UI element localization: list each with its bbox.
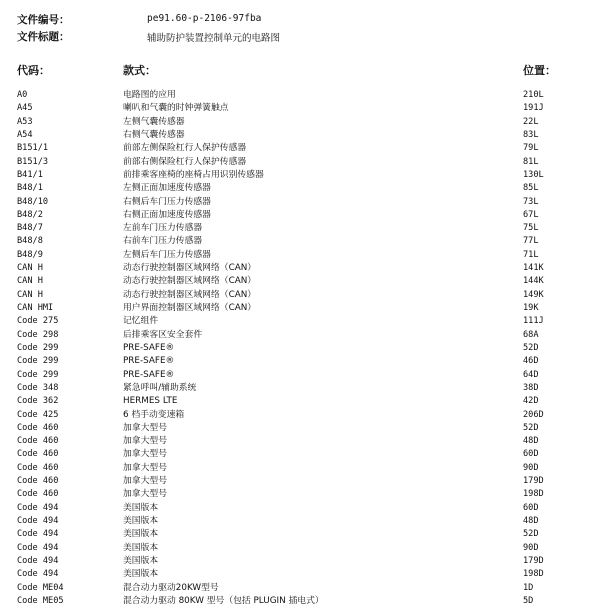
row-description: 电路图的应用 bbox=[123, 90, 176, 100]
row-code: Code 362 bbox=[17, 396, 59, 407]
table-row bbox=[0, 382, 603, 395]
table-row bbox=[0, 528, 603, 541]
row-position: 144K bbox=[523, 276, 544, 287]
table-row bbox=[0, 422, 603, 435]
doc-title-label: 文件标题： bbox=[17, 31, 70, 43]
table-row bbox=[0, 249, 603, 262]
row-code: CAN H bbox=[17, 276, 43, 287]
row-position: 64D bbox=[523, 369, 539, 380]
row-position: 1D bbox=[523, 582, 534, 593]
table-row bbox=[0, 342, 603, 355]
row-code: B41/1 bbox=[17, 169, 43, 180]
row-description: 喇叭和气囊的时钟弹簧触点 bbox=[123, 103, 229, 114]
table-row bbox=[0, 182, 603, 195]
row-position: 198D bbox=[523, 489, 544, 500]
row-position: 90D bbox=[523, 542, 539, 553]
table-row bbox=[0, 355, 603, 368]
table-row bbox=[0, 142, 603, 155]
row-description: 动态行驶控制器区域网络（CAN） bbox=[123, 276, 257, 287]
row-code: Code 460 bbox=[17, 436, 59, 447]
table-row bbox=[0, 568, 603, 581]
table-row bbox=[0, 116, 603, 129]
row-code: Code 460 bbox=[17, 449, 59, 460]
row-description: 用户界面控制器区域网络（CAN） bbox=[123, 303, 257, 313]
table-row bbox=[0, 475, 603, 488]
row-description: 美国版本 bbox=[123, 542, 159, 553]
row-code: Code 494 bbox=[17, 569, 59, 580]
row-description: 左侧气囊传感器 bbox=[123, 116, 185, 127]
row-description: 右前车门压力传感器 bbox=[123, 236, 203, 247]
table-row bbox=[0, 395, 603, 408]
row-description: 右侧后车门压力传感器 bbox=[123, 196, 211, 207]
row-code: CAN H bbox=[17, 263, 43, 274]
table-row bbox=[0, 409, 603, 422]
row-code: B151/1 bbox=[17, 143, 49, 154]
row-position: 73L bbox=[523, 196, 539, 207]
row-description: 左侧后车门压力传感器 bbox=[123, 249, 211, 260]
table-row bbox=[0, 542, 603, 555]
row-description: 加拿大型号 bbox=[123, 462, 167, 473]
row-description: 右侧正面加速度传感器 bbox=[123, 209, 211, 220]
row-description: HERMES LTE bbox=[123, 396, 178, 407]
row-code: A0 bbox=[17, 90, 28, 100]
row-code: B48/9 bbox=[17, 249, 43, 260]
row-description: PRE-SAFE® bbox=[123, 356, 175, 367]
row-position: 198D bbox=[523, 569, 544, 580]
row-code: Code 460 bbox=[17, 462, 59, 473]
table-row bbox=[0, 156, 603, 169]
table-row bbox=[0, 222, 603, 235]
column-header-code: 代码： bbox=[17, 64, 50, 77]
table-row bbox=[0, 209, 603, 222]
row-description: 记忆组件 bbox=[123, 316, 159, 327]
row-position: 42D bbox=[523, 396, 539, 407]
table-row bbox=[0, 502, 603, 515]
row-position: 71L bbox=[523, 249, 539, 260]
row-position: 206D bbox=[523, 409, 544, 420]
row-code: Code 275 bbox=[17, 316, 59, 327]
row-code: B48/1 bbox=[17, 183, 43, 194]
table-row bbox=[0, 129, 603, 142]
row-description: 紧急呼叫/辅助系统 bbox=[123, 382, 197, 393]
row-position: 79L bbox=[523, 143, 539, 154]
table-row bbox=[0, 582, 603, 595]
row-description: 加拿大型号 bbox=[123, 449, 167, 460]
row-position: 67L bbox=[523, 209, 539, 220]
row-position: 111J bbox=[523, 316, 544, 327]
row-description: 前部右侧保险杠行人保护传感器 bbox=[123, 156, 247, 167]
row-code: Code 460 bbox=[17, 489, 59, 500]
row-code: CAN HMI bbox=[17, 303, 54, 313]
row-code: A45 bbox=[17, 103, 33, 114]
table-row bbox=[0, 329, 603, 342]
table-row bbox=[0, 315, 603, 328]
table-row bbox=[0, 448, 603, 461]
row-position: 179D bbox=[523, 476, 544, 487]
table-row bbox=[0, 289, 603, 302]
row-code: Code 494 bbox=[17, 502, 59, 513]
row-position: 48D bbox=[523, 436, 539, 447]
row-position: 77L bbox=[523, 236, 539, 247]
row-code: Code 494 bbox=[17, 516, 59, 526]
column-header-pos: 位置： bbox=[523, 64, 556, 77]
table-row bbox=[0, 595, 603, 608]
row-position: 38D bbox=[523, 382, 539, 393]
row-code: Code 460 bbox=[17, 422, 59, 433]
row-position: 141K bbox=[523, 263, 544, 274]
row-position: 52D bbox=[523, 342, 539, 353]
row-position: 179D bbox=[523, 555, 544, 566]
row-code: Code 299 bbox=[17, 356, 59, 367]
table-row bbox=[0, 235, 603, 248]
row-position: 46D bbox=[523, 356, 539, 367]
row-code: B151/3 bbox=[17, 156, 49, 167]
row-code: B48/7 bbox=[17, 223, 43, 234]
column-header-desc: 款式： bbox=[123, 64, 156, 77]
row-description: 动态行驶控制器区域网络（CAN） bbox=[123, 263, 257, 274]
row-code: Code ME04 bbox=[17, 582, 64, 593]
row-description: 混合动力驱动 80KW 型号（包括 PLUGIN 插电式） bbox=[123, 595, 324, 606]
row-description: 加拿大型号 bbox=[123, 436, 167, 447]
row-description: 混合动力驱动20KW型号 bbox=[123, 582, 219, 593]
row-position: 68A bbox=[523, 329, 539, 340]
row-description: 6 档手动变速箱 bbox=[123, 409, 185, 420]
row-code: Code 494 bbox=[17, 542, 59, 553]
row-description: 右侧气囊传感器 bbox=[123, 129, 185, 140]
row-code: B48/2 bbox=[17, 209, 43, 220]
table-row bbox=[0, 435, 603, 448]
table-row bbox=[0, 369, 603, 382]
row-position: 149K bbox=[523, 289, 544, 300]
row-position: 210L bbox=[523, 90, 544, 100]
row-description: 美国版本 bbox=[123, 555, 159, 566]
component-table bbox=[0, 89, 603, 608]
row-position: 48D bbox=[523, 516, 539, 526]
row-description: 前排乘客座椅的座椅占用识别传感器 bbox=[123, 169, 264, 180]
table-row bbox=[0, 102, 603, 115]
row-description: PRE-SAFE® bbox=[123, 369, 175, 380]
row-position: 191J bbox=[523, 103, 544, 114]
row-code: B48/8 bbox=[17, 236, 43, 247]
doc-title-value: 辅助防护装置控制单元的电路图 bbox=[147, 33, 281, 44]
row-code: Code ME05 bbox=[17, 595, 64, 606]
row-description: 美国版本 bbox=[123, 569, 159, 580]
table-row bbox=[0, 169, 603, 182]
row-code: Code 299 bbox=[17, 342, 59, 353]
table-row bbox=[0, 275, 603, 288]
row-description: 加拿大型号 bbox=[123, 476, 167, 487]
row-description: 左侧正面加速度传感器 bbox=[123, 183, 211, 194]
row-description: 加拿大型号 bbox=[123, 489, 167, 500]
table-row bbox=[0, 555, 603, 568]
row-code: Code 298 bbox=[17, 329, 59, 340]
doc-number-label: 文件编号： bbox=[17, 14, 70, 26]
row-code: Code 494 bbox=[17, 555, 59, 566]
row-position: 19K bbox=[523, 303, 539, 313]
table-row bbox=[0, 462, 603, 475]
row-position: 75L bbox=[523, 223, 539, 234]
row-code: A54 bbox=[17, 129, 33, 140]
table-row bbox=[0, 488, 603, 501]
table-row bbox=[0, 515, 603, 528]
row-code: Code 299 bbox=[17, 369, 59, 380]
row-position: 81L bbox=[523, 156, 539, 167]
row-position: 60D bbox=[523, 449, 539, 460]
row-position: 85L bbox=[523, 183, 539, 194]
row-position: 90D bbox=[523, 462, 539, 473]
row-code: Code 425 bbox=[17, 409, 59, 420]
row-description: 后排乘客区安全套件 bbox=[123, 329, 203, 340]
row-description: 美国版本 bbox=[123, 502, 159, 513]
table-row bbox=[0, 89, 603, 102]
row-position: 52D bbox=[523, 529, 539, 540]
row-description: 美国版本 bbox=[123, 529, 159, 540]
row-code: Code 494 bbox=[17, 529, 59, 540]
row-code: CAN H bbox=[17, 289, 43, 300]
doc-number-value: pe91.60-p-2106-97fba bbox=[147, 13, 262, 24]
row-position: 52D bbox=[523, 422, 539, 433]
row-position: 83L bbox=[523, 129, 539, 140]
row-code: B48/10 bbox=[17, 196, 49, 207]
row-description: PRE-SAFE® bbox=[123, 342, 175, 353]
row-code: Code 348 bbox=[17, 382, 59, 393]
row-description: 美国版本 bbox=[123, 516, 159, 526]
table-row bbox=[0, 196, 603, 209]
row-description: 动态行驶控制器区域网络（CAN） bbox=[123, 289, 257, 300]
row-code: A53 bbox=[17, 116, 33, 127]
row-code: Code 460 bbox=[17, 476, 59, 487]
table-row bbox=[0, 262, 603, 275]
row-position: 60D bbox=[523, 502, 539, 513]
row-position: 130L bbox=[523, 169, 544, 180]
row-position: 5D bbox=[523, 595, 534, 606]
row-description: 加拿大型号 bbox=[123, 422, 167, 433]
row-description: 左前车门压力传感器 bbox=[123, 223, 203, 234]
table-row bbox=[0, 302, 603, 315]
row-description: 前部左侧保险杠行人保护传感器 bbox=[123, 143, 247, 154]
row-position: 22L bbox=[523, 116, 539, 127]
